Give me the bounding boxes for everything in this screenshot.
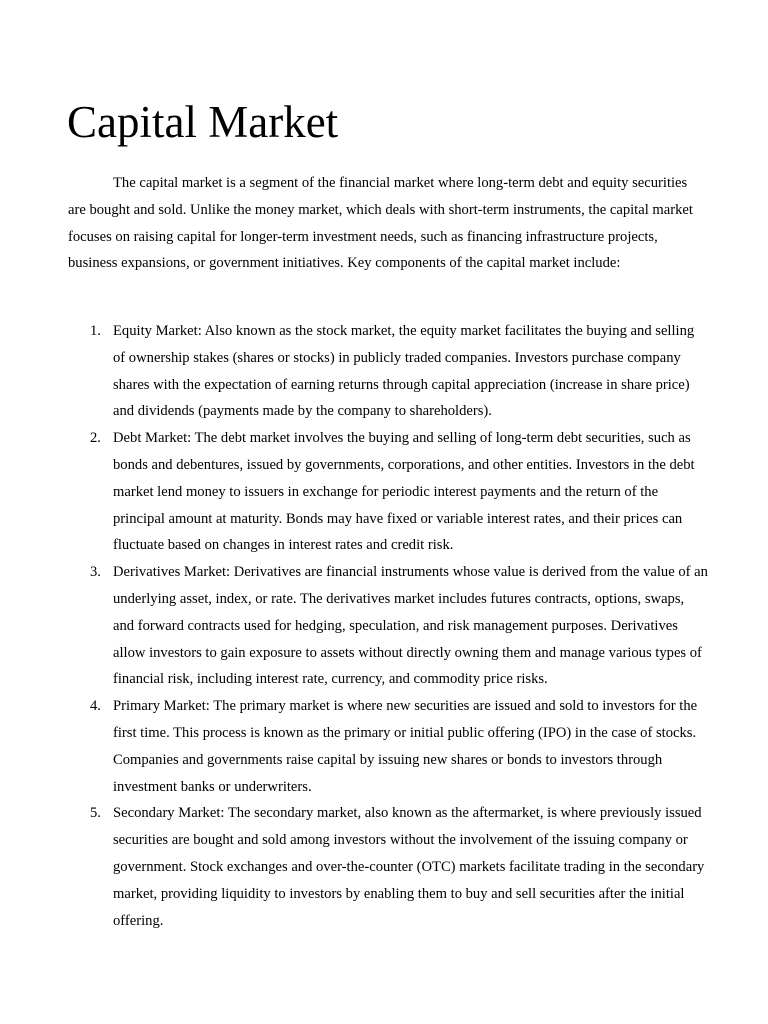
list-item-text: Derivatives Market: Derivatives are financial instruments whose value is derived from the value of an underlying asset, index, or rate. The derivatives market includes futures contracts, options, swaps, and forward contracts used for hedging, speculation, and risk management purposes. Derivatives allow investors to gain exposure to assets without directly owning them and manage various types of financial risk, including interest rate, currency, and commodity price risks. — [113, 564, 708, 688]
list-item — [68, 800, 708, 934]
intro-paragraph: The capital market is a segment of the financial market where long-term debt and equity securities are bought and sold. Unlike the money market, which deals with short-term instruments, the capital market focuses on raising capital for longer-term investment needs, such as financing infrastructure projects, business expansions, or government initiatives. Key components of the capital market include: — [68, 175, 693, 272]
document-title: Capital Market — [67, 97, 339, 147]
list-item — [68, 318, 708, 425]
list-item-text: Secondary Market: The secondary market, also known as the aftermarket, is where previously issued securities are bought and sold among investors without the involvement of the issuing company or government. Stock exchanges and over-the-counter (OTC) markets facilitate trading in the secondary market, providing liquidity to investors by enabling them to buy and sell securities after the initial offering. — [113, 805, 705, 929]
list-item-text: Primary Market: The primary market is where new securities are issued and sold to investors for the first time. This process is known as the primary or initial public offering (IPO) in the case of stocks. Companies and governments raise capital by issuing new shares or bonds to investors through investment banks or underwriters. — [113, 698, 698, 795]
list-item-text: Debt Market: The debt market involves the buying and selling of long-term debt securities, such as bonds and debentures, issued by governments, corporations, and other entities. Investors in the debt market lend money to issuers in exchange for periodic interest payments and the return of the principal amount at maturity. Bonds may have fixed or variable interest rates, and their prices can fluctuate based on changes in interest rates and credit risk. — [113, 430, 695, 554]
list-item — [68, 425, 708, 559]
list-item — [68, 693, 708, 800]
list-item-number: 5. — [90, 805, 101, 822]
list-item-number: 2. — [90, 430, 101, 447]
list-item-number: 4. — [90, 698, 101, 715]
list-item — [68, 559, 708, 693]
list-item-number: 1. — [90, 323, 101, 339]
list-item-number: 3. — [90, 564, 101, 581]
list-item-text: Equity Market: Also known as the stock market, the equity market facilitates the buying and selling of ownership stakes (shares or stocks) in publicly traded companies. Investors purchase company shares with the expectation of earning returns through capital appreciation (increase in share price) and dividends (payments made by the company to shareholders). — [113, 323, 695, 420]
components-list — [68, 318, 708, 934]
